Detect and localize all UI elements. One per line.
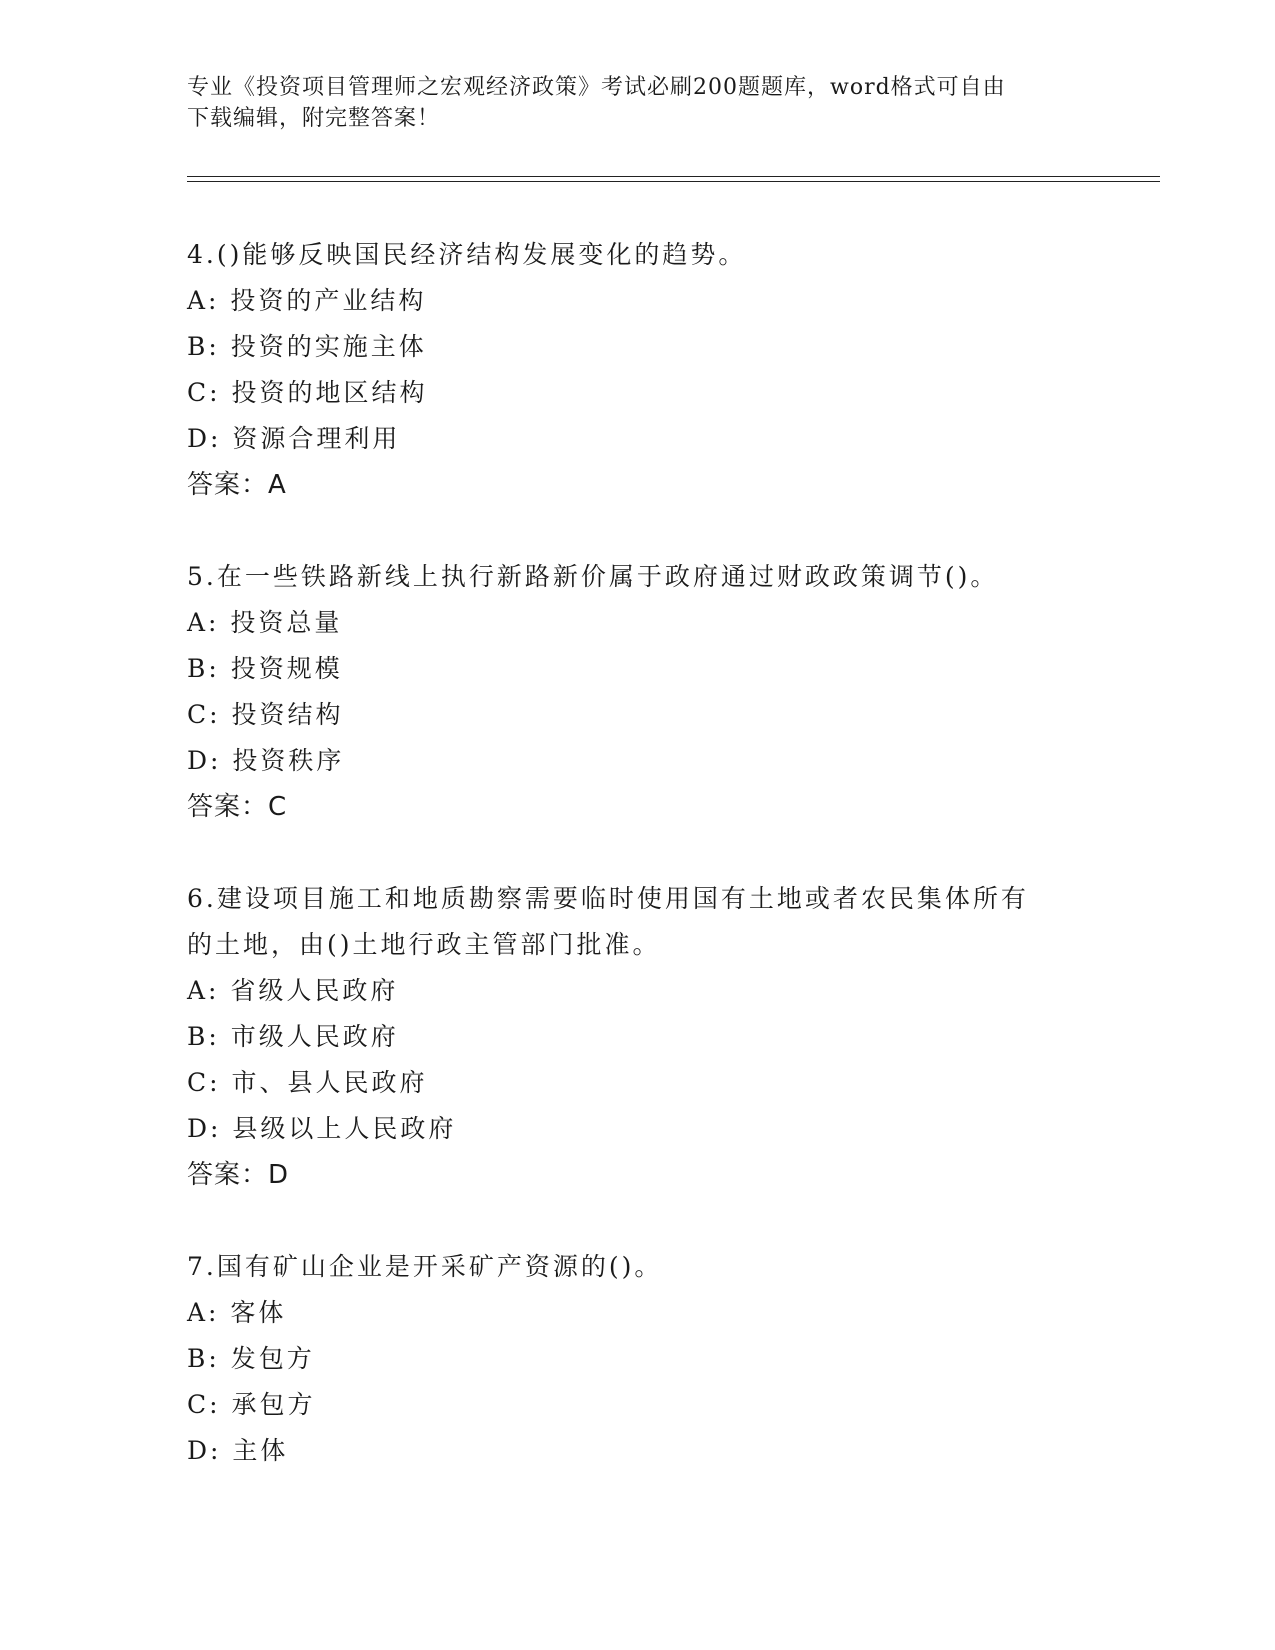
option-b: B: 投资规模	[187, 654, 343, 683]
answer: 答案：A	[187, 470, 287, 500]
document-header	[187, 72, 1077, 134]
question-block	[187, 876, 1087, 1198]
option-d: D: 资源合理利用	[187, 424, 401, 453]
option-d: D: 投资秩序	[187, 746, 345, 775]
question-stem: 5.在一些铁路新线上执行新路新价属于政府通过财政政策调节()。	[187, 562, 999, 591]
option-b: B: 发包方	[187, 1344, 315, 1373]
question-stem: 6.建设项目施工和地质勘察需要临时使用国有土地或者农民集体所有	[187, 884, 1029, 913]
option-c: C: 市、县人民政府	[187, 1068, 428, 1097]
header-divider-bottom	[187, 181, 1160, 182]
option-c: C: 投资结构	[187, 700, 344, 729]
question-stem: 7.国有矿山企业是开采矿产资源的()。	[187, 1252, 663, 1281]
option-c: C: 承包方	[187, 1390, 316, 1419]
question-stem: 4.()能够反映国民经济结构发展变化的趋势。	[187, 240, 747, 269]
question-block	[187, 232, 1087, 508]
option-b: B: 投资的实施主体	[187, 332, 427, 361]
answer: 答案：D	[187, 1160, 290, 1190]
option-a: A: 投资总量	[187, 608, 343, 637]
option-a: A: 投资的产业结构	[187, 286, 427, 315]
option-a: A: 省级人民政府	[187, 976, 399, 1005]
header-line-2: 下载编辑，附完整答案！	[187, 106, 441, 131]
header-divider-top	[187, 176, 1160, 177]
option-d: D: 县级以上人民政府	[187, 1114, 457, 1143]
option-b: B: 市级人民政府	[187, 1022, 399, 1051]
question-block	[187, 1244, 1087, 1474]
option-d: D: 主体	[187, 1436, 289, 1465]
header-line-1: 专业《投资项目管理师之宏观经济政策》考试必刷200题题库，word格式可自由	[187, 75, 1006, 100]
question-block	[187, 554, 1087, 830]
option-c: C: 投资的地区结构	[187, 378, 428, 407]
question-stem-continued: 的土地，由()土地行政主管部门批准。	[187, 930, 661, 959]
answer: 答案：C	[187, 792, 288, 822]
option-a: A: 客体	[187, 1298, 287, 1327]
